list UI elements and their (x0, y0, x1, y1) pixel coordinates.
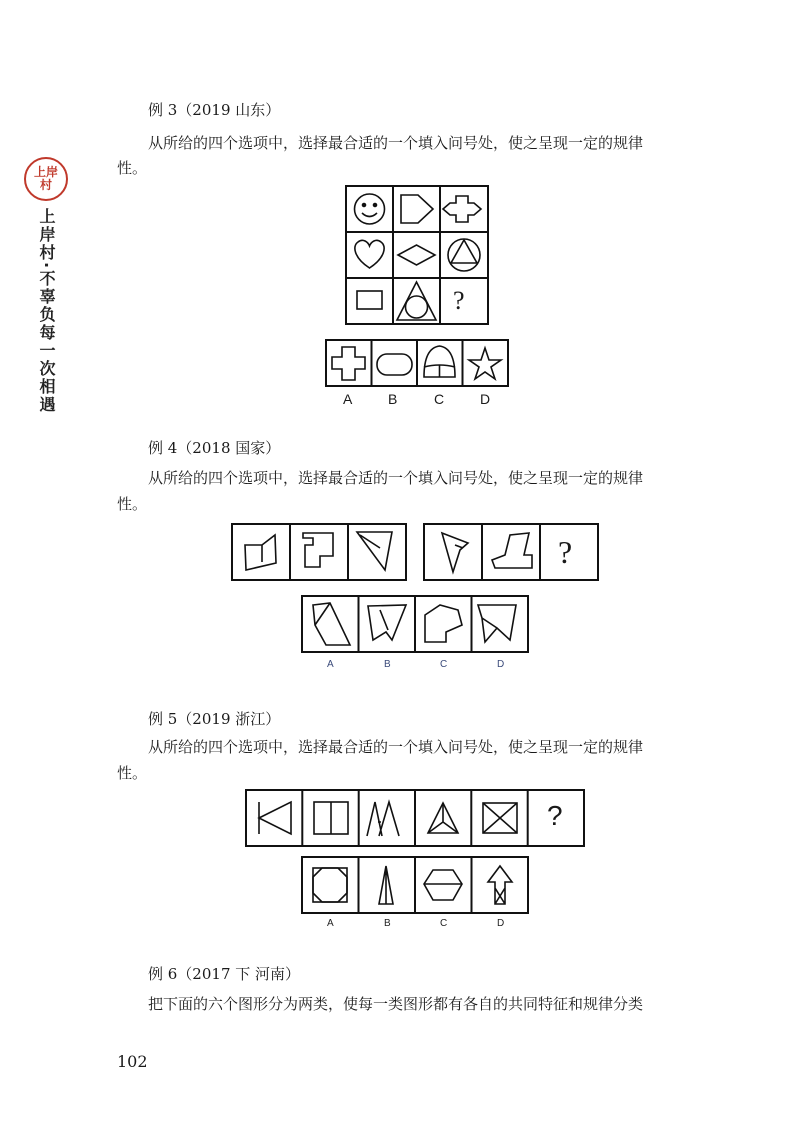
example-5-question: 从所给的四个选项中，选择最合适的一个填入问号处，使之呈现一定的规律 (148, 738, 644, 756)
page-number: 102 (117, 1052, 148, 1071)
example-4-options (302, 596, 528, 652)
pentagon-arrow-shape (401, 195, 433, 223)
example-3-option-b-label: B (388, 391, 398, 407)
example-4-sequence (232, 524, 598, 580)
seq-5-shape-3 (367, 802, 399, 836)
example-5-sequence (246, 790, 584, 846)
option-4b-shape (368, 605, 406, 640)
example-6-question: 把下面的六个图形分为两类，使每一类图形都有各自的共同特征和规律分类 (148, 995, 644, 1013)
example-5-option-a-label: A (327, 918, 334, 929)
option-d-star-shape (469, 348, 501, 379)
example-4-heading: 例 4（2018 国家） (148, 439, 281, 457)
example-4-option-b-label: B (384, 659, 391, 670)
example-4-option-a-label: A (327, 659, 334, 670)
seq-5-shape-5 (483, 803, 517, 833)
seq-4-shape-3 (357, 532, 392, 570)
example-3-question-mark: ? (453, 286, 465, 315)
example-3-option-c-label: C (434, 391, 445, 407)
smiley-shape (355, 194, 385, 224)
seq-5-shape-4 (428, 803, 458, 833)
option-c-dome-shape (424, 346, 455, 377)
seq-4-shape-1 (245, 535, 276, 570)
example-5-question-cont: 性。 (117, 764, 148, 782)
circle-triangle-shape (448, 239, 480, 271)
option-b-rounded-rect-shape (377, 354, 412, 375)
example-4-question-cont: 性。 (117, 495, 148, 513)
seq-5-shape-2 (314, 802, 348, 834)
rhombus-shape (398, 245, 435, 265)
example-3-options (326, 340, 508, 386)
example-5-heading: 例 5（2019 浙江） (148, 710, 281, 728)
seq-4-shape-5 (492, 533, 532, 568)
example-5-option-c-label: C (440, 918, 448, 929)
example-4-question: 从所给的四个选项中，选择最合适的一个填入问号处，使之呈现一定的规律 (148, 469, 644, 487)
heart-shape (355, 240, 384, 268)
example-3-grid (346, 186, 488, 324)
example-6-heading: 例 6（2017 下 河南） (148, 965, 301, 983)
example-3-question: 从所给的四个选项中，选择最合适的一个填入问号处，使之呈现一定的规律 (148, 134, 644, 152)
example-3-question-cont: 性。 (117, 159, 148, 177)
seq-5-shape-1 (259, 802, 291, 834)
example-5-option-b-label: B (384, 918, 391, 929)
option-4c-shape (425, 605, 462, 642)
seq-4-shape-4 (442, 533, 468, 572)
example-5-options (302, 857, 528, 913)
triangle-circle-shape (397, 282, 436, 320)
option-5a-shape (313, 868, 347, 902)
example-4-question-mark: ? (558, 534, 573, 570)
option-5c-shape (424, 870, 462, 900)
rectangle-shape (357, 291, 382, 309)
example-4-option-d-label: D (497, 659, 505, 670)
sidebar-slogan: 上岸村·不辜负每一次相遇 (37, 208, 56, 415)
seq-4-shape-2 (303, 533, 333, 567)
example-3-heading: 例 3（2019 山东） (148, 101, 281, 119)
option-5b-shape (379, 866, 393, 904)
option-a-cross-shape (332, 347, 365, 380)
example-3-option-a-label: A (343, 391, 353, 407)
option-5d-shape (488, 866, 512, 904)
option-4d-shape (478, 605, 516, 642)
example-5-question-mark: ? (547, 800, 563, 831)
double-arrow-shape (443, 196, 481, 222)
seal-text: 上岸村 (33, 165, 58, 192)
option-4a-shape (313, 603, 350, 645)
example-3-option-d-label: D (480, 391, 491, 407)
example-5-option-d-label: D (497, 918, 505, 929)
example-4-option-c-label: C (440, 659, 448, 670)
